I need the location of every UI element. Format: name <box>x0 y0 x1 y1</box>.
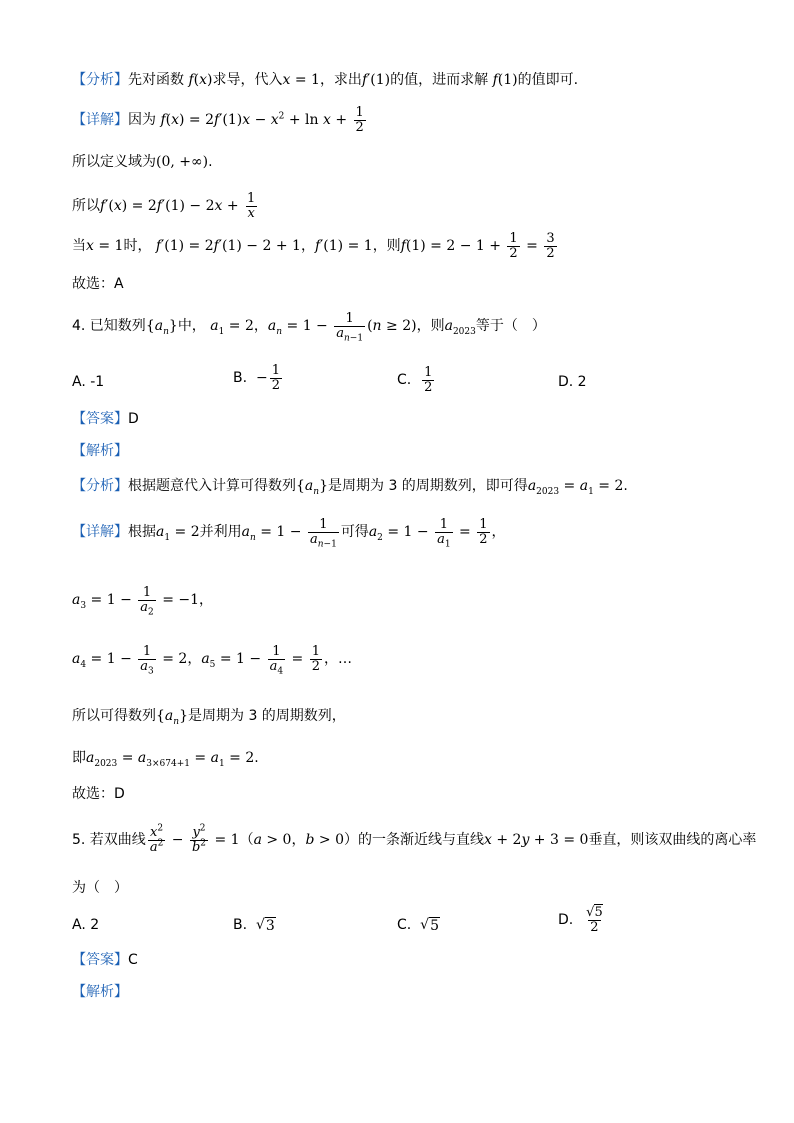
detail-tag: 【详解】 <box>72 524 128 541</box>
q4-option-c: C. $\frac{1}{2}$ <box>397 365 433 395</box>
sqrt-5: √ 5 <box>420 917 439 934</box>
fraction: $\frac{1}{a_2}$ <box>140 585 154 618</box>
q4-detail-line: 【详解】根据$a_1 = 2$并利用$a_n = 1$ − $\frac{1}{a_{n-1}}$ 可得$a_2 = 1$ − $\frac{1}{a_1}$ = $\frac{1}{2}$ ， <box>72 517 506 550</box>
q4-a3-line: $a_3 = 1$ − $\frac{1}{a_2}$ = −1， <box>72 585 214 618</box>
q5-stem: 5. 若双曲线 $\frac{x^2}{a^2}$ − $\frac{y^2}{b^2}$ = 1（a > 0，b > 0）的一条渐近线与直线x + 2y + 3 = 0垂直，则该双曲线的离心率 <box>72 823 757 855</box>
fraction: $\frac{1}{2}$ <box>311 644 320 674</box>
answer-tag: 【答案】 <box>72 411 128 427</box>
fraction: $\frac{1}{2}$ <box>509 231 518 261</box>
fraction: $\frac{1}{a_4}$ <box>269 644 284 677</box>
sqrt-3: √ 3 <box>255 917 275 934</box>
q5-option-a: A. 2 <box>72 917 100 933</box>
fraction: $\frac{3}{2}$ <box>546 231 555 261</box>
q5-option-c: C. √ 5 <box>397 917 439 934</box>
q3-detail-line: 【详解】因为 $f(x) = 2f'(1)x - x^2 + \ln x$ + $\frac{1}{2}$ <box>72 105 364 135</box>
fraction: $\frac{1}{a_3}$ <box>140 644 154 677</box>
q4-option-b: B. − $\frac{1}{2}$ <box>233 363 280 393</box>
q4-option-d: D. 2 <box>558 374 587 390</box>
fraction: $\frac{1}{2}$ <box>271 363 280 393</box>
fraction: $\frac{1}{2}$ <box>355 105 364 135</box>
q4-option-a: A. -1 <box>72 374 105 390</box>
q4-stem: 4. 已知数列$\{a_n\}$中， $a_1 = 2$，$a_n = 1$ − $\frac{1}{a_{n-1}}$ (n ≥ 2)，则$a_{2023}$等于（ ） <box>72 311 546 344</box>
q5-answer: 【答案】C <box>72 952 138 968</box>
q5-option-b: B. √ 3 <box>233 917 275 934</box>
fraction: $\frac{y^2}{b^2}$ <box>191 823 207 855</box>
q3-analysis-line: 【分析】先对函数 f(x)求导，代入x = 1，求出f′(1)的值，进而求解 f(1)的值即可. <box>72 72 579 88</box>
analysis-tag: 【分析】 <box>72 72 128 88</box>
fraction: $\frac{1}{x}$ <box>247 191 256 221</box>
q4-jiexi-tag: 【解析】 <box>72 443 128 459</box>
q5-option-d: D. $\frac{√5}{2}$ <box>558 905 603 935</box>
fraction: $\frac{1}{a_{n-1}}$ <box>336 311 364 344</box>
q5-stem-cont: 为（ ） <box>72 880 128 896</box>
fraction: $\frac{1}{a_1}$ <box>437 517 451 550</box>
q3-evaluate-line: 当x = 1时， f′(1) = 2f′(1) − 2 + 1，f′(1) = 1，则f(1) = 2 − 1 + $\frac{1}{2}$ = $\frac{3}{2}$ <box>72 231 555 261</box>
fraction: $\frac{x^2}{a^2}$ <box>149 823 164 855</box>
fraction: $\frac{1}{2}$ <box>424 365 433 395</box>
q3-derivative-line: 所以f′(x) = 2f′(1) − 2x + $\frac{1}{x}$ <box>72 191 256 221</box>
q5-jiexi-tag: 【解析】 <box>72 984 128 1000</box>
detail-tag: 【详解】 <box>72 112 128 129</box>
fraction: $\frac{1}{2}$ <box>479 517 488 547</box>
q4-choice-line: 故选：D <box>72 786 125 802</box>
q4-a4-a5-line: $a_4 = 1$ − $\frac{1}{a_3}$ = 2，$a_5 = 1$ − $\frac{1}{a_4}$ = $\frac{1}{2}$ ，… <box>72 644 352 677</box>
fraction: $\frac{√5}{2}$ <box>586 905 603 935</box>
q4-answer: 【答案】D <box>72 411 139 427</box>
fraction: $\frac{1}{a_{n-1}}$ <box>309 517 337 550</box>
q4-analysis-line: 【分析】根据题意代入计算可得数列$\{a_n\}$是周期为 3 的周期数列，即可得$a_{2023} = a_1 = 2$. <box>72 478 628 497</box>
q4-period-line: 所以可得数列$\{a_n\}$是周期为 3 的周期数列， <box>72 708 346 727</box>
q3-choice-line: 故选：A <box>72 276 124 292</box>
q3-domain-line: 所以定义域为(0, +∞). <box>72 154 213 170</box>
answer-tag: 【答案】 <box>72 952 128 968</box>
analysis-tag: 【分析】 <box>72 478 128 494</box>
q4-result-line: 即$a_{2023} = a_{3\times 674+1} = a_1 = 2$. <box>72 750 259 769</box>
